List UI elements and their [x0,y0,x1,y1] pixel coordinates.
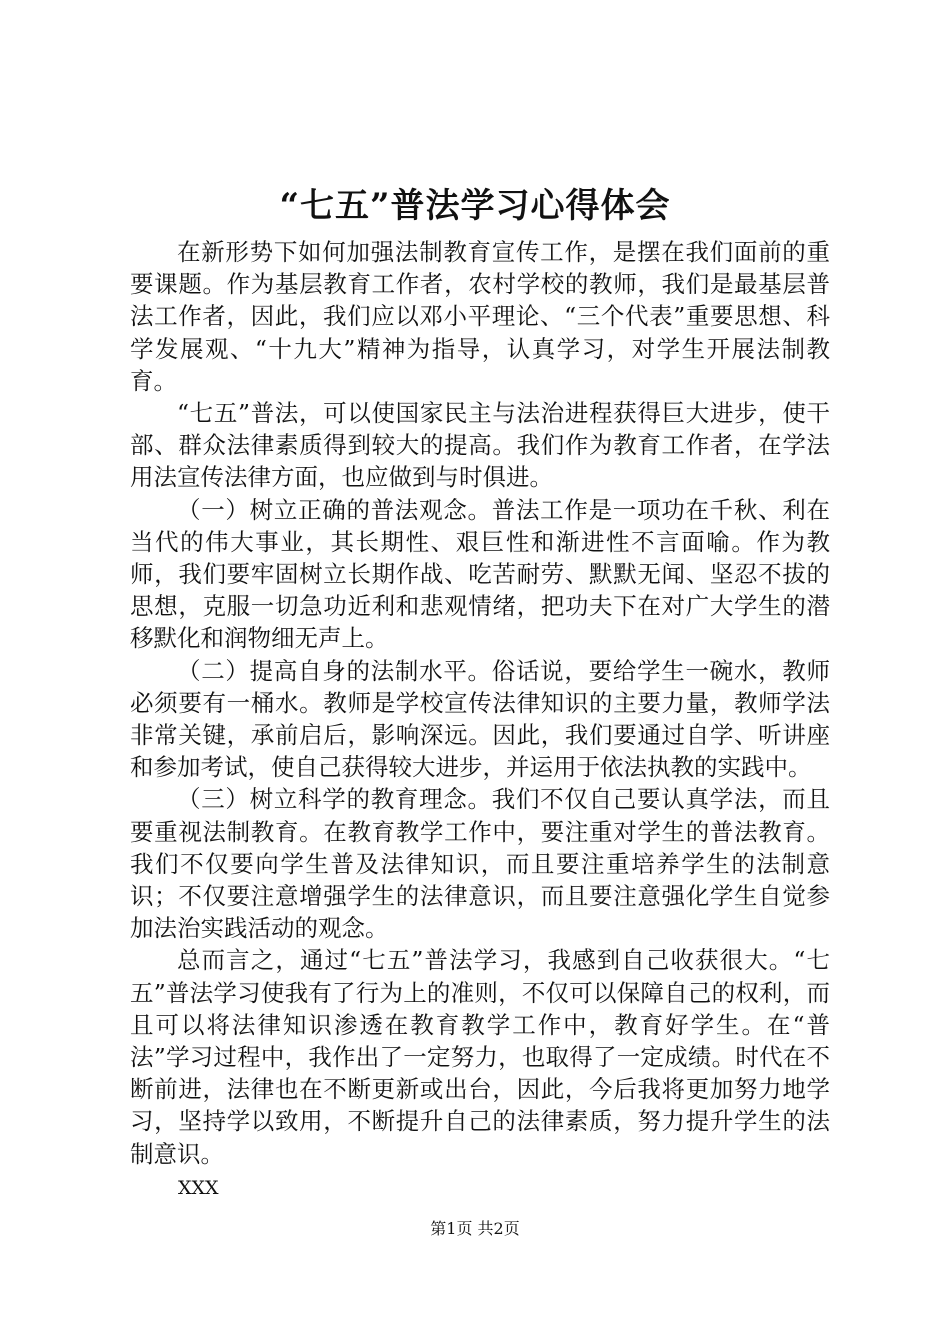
paragraph-point-one: （一）树立正确的普法观念。普法工作是一项功在千秋、利在当代的伟大事业，其长期性、艰巨性和渐进性不言面喻。作为教师，我们要牢固树立长期作战、吃苦耐劳、默默无闻、坚忍不拔的思想，克服一切急功近利和悲观情绪，把功夫下在对广大学生的潜移默化和润物细无声上。 [130,495,830,653]
author-signature: XXX [178,1176,219,1199]
paragraph-conclusion: 总而言之，通过“七五”普法学习，我感到自己收获很大。“七五”普法学习使我有了行为上的准则，不仅可以保障自己的权利，而且可以将法律知识渗透在教育教学工作中，教育好学生。在“普法”学习过程中，我作出了一定努力，也取得了一定成绩。时代在不断前进，法律也在不断更新或出台，因此，今后我将更加努力地学习，坚持学以致用，不断提升自己的法律素质，努力提升学生的法制意识。 [130,946,830,1168]
page-number-footer: 第1页 共2页 [430,1219,520,1238]
document-body [130,236,830,1206]
paragraph-point-two: （二）提高自身的法制水平。俗话说，要给学生一碗水，教师必须要有一桶水。教师是学校宣传法律知识的主要力量，教师学法非常关键，承前启后，影响深远。因此，我们要通过自学、听讲座和参加考试，使自己获得较大进步，并运用于依法执教的实践中。 [130,656,830,782]
paragraph-qiwu-pufa: “七五”普法，可以使国家民主与法治进程获得巨大进步，使干部、群众法律素质得到较大的提高。我们作为教育工作者，在学法用法宣传法律方面，也应做到与时俱进。 [130,399,830,492]
paragraph-point-three: （三）树立科学的教育理念。我们不仅自己要认真学法，而且要重视法制教育。在教育教学工作中，要注重对学生的普法教育。我们不仅要向学生普及法律知识，而且要注重培养学生的法制意识；不仅要注意增强学生的法律意识，而且要注意强化学生自觉参加法治实践活动的观念。 [130,785,830,943]
document-title: “七五”普法学习心得体会 [279,186,671,226]
paragraph-intro: 在新形势下如何加强法制教育宣传工作，是摆在我们面前的重要课题。作为基层教育工作者，农村学校的教师，我们是最基层普法工作者，因此，我们应以邓小平理论、“三个代表”重要思想、科学发展观、“十九大”精神为指导，认真学习，对学生开展法制教育。 [130,238,830,395]
